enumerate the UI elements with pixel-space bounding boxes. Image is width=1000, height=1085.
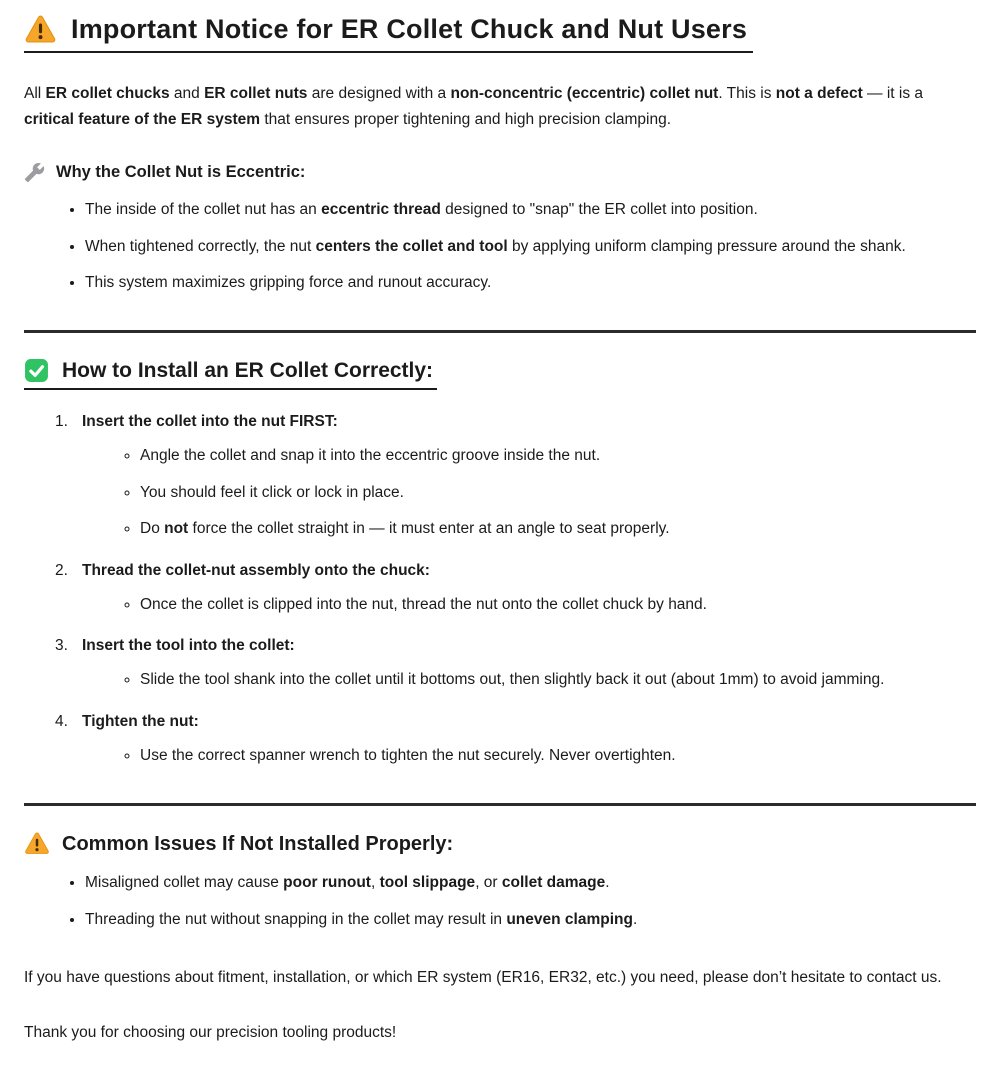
issues-bullet-list — [24, 872, 976, 931]
list-item: • This system maximizes gripping force and runout accuracy. — [85, 272, 976, 294]
list-item: ◦ Slide the tool shank into the collet until it bottoms out, then slightly back it out (about 1mm) to avoid jamming. — [140, 669, 976, 691]
install-step-list — [24, 413, 976, 767]
install-section-heading-row — [24, 358, 976, 390]
install-step — [24, 637, 976, 691]
list-item: ◦ Use the correct spanner wrench to tighten the nut securely. Never overtighten. — [140, 745, 976, 767]
list-item: ◦ Do not force the collet straight in — it must enter at an angle to seat properly. — [140, 518, 976, 540]
warning-triangle-icon — [24, 15, 57, 45]
step-bullet-list — [24, 745, 976, 767]
step-heading — [24, 713, 976, 731]
step-number: 4. — [55, 712, 68, 730]
install-step — [24, 413, 976, 540]
step-bullet-list — [24, 669, 976, 691]
step-label: Tighten the nut: — [82, 712, 199, 730]
issues-section-heading — [24, 832, 976, 856]
step-heading — [24, 637, 976, 655]
step-bullet-list — [24, 594, 976, 616]
intro-paragraph: All ER collet chucks and ER collet nuts are designed with a non-concentric (eccentric) collet nut. This is not a defect — it is a critical feature of the ER system that ensures proper tightening and high precision clamping. — [24, 85, 924, 129]
main-heading-text: Important Notice for ER Collet Chuck and Nut Users — [71, 14, 748, 44]
warning-triangle-icon — [24, 832, 50, 856]
list-item: ◦ Once the collet is clipped into the nut, thread the nut onto the collet chuck by hand. — [140, 594, 976, 616]
contact-paragraph: If you have questions about fitment, installation, or which ER system (ER16, ER32, etc.) you need, please don’t hesitate to contact us. — [24, 969, 942, 987]
list-item: ◦ Angle the collet and snap it into the eccentric groove inside the nut. — [140, 445, 976, 467]
why-bullet-list — [24, 199, 976, 294]
install-step — [24, 713, 976, 767]
section-divider — [24, 330, 976, 333]
step-heading — [24, 413, 976, 431]
install-step — [24, 562, 976, 616]
thanks-paragraph: Thank you for choosing our precision tooling products! — [24, 1024, 397, 1042]
list-item: • When tightened correctly, the nut centers the collet and tool by applying uniform clamping pressure around the shank. — [85, 236, 976, 258]
step-label: Insert the collet into the nut FIRST: — [82, 413, 338, 431]
check-mark-icon — [24, 358, 49, 383]
step-label: Thread the collet-nut assembly onto the chuck: — [82, 561, 430, 579]
list-item: • The inside of the collet nut has an eccentric thread designed to "snap" the ER collet into position. — [85, 199, 976, 221]
list-item: • Misaligned collet may cause poor runout, tool slippage, or collet damage. — [85, 872, 976, 894]
section-divider — [24, 803, 976, 806]
list-item: ◦ You should feel it click or lock in place. — [140, 482, 976, 504]
main-heading — [24, 14, 753, 53]
wrench-icon — [24, 162, 45, 183]
install-section-heading-text: How to Install an ER Collet Correctly: — [62, 358, 434, 382]
step-number: 3. — [55, 637, 68, 655]
step-bullet-list — [24, 445, 976, 540]
why-section-heading-text: Why the Collet Nut is Eccentric: — [56, 163, 306, 182]
main-heading-row — [24, 12, 976, 53]
why-section-heading — [24, 162, 976, 183]
step-number: 2. — [55, 561, 68, 579]
install-section-heading — [24, 358, 437, 390]
step-label: Insert the tool into the collet: — [82, 637, 295, 655]
list-item: • Threading the nut without snapping in the collet may result in uneven clamping. — [85, 909, 976, 931]
step-number: 1. — [55, 413, 68, 431]
issues-section-heading-text: Common Issues If Not Installed Properly: — [62, 832, 454, 855]
step-heading — [24, 562, 976, 580]
